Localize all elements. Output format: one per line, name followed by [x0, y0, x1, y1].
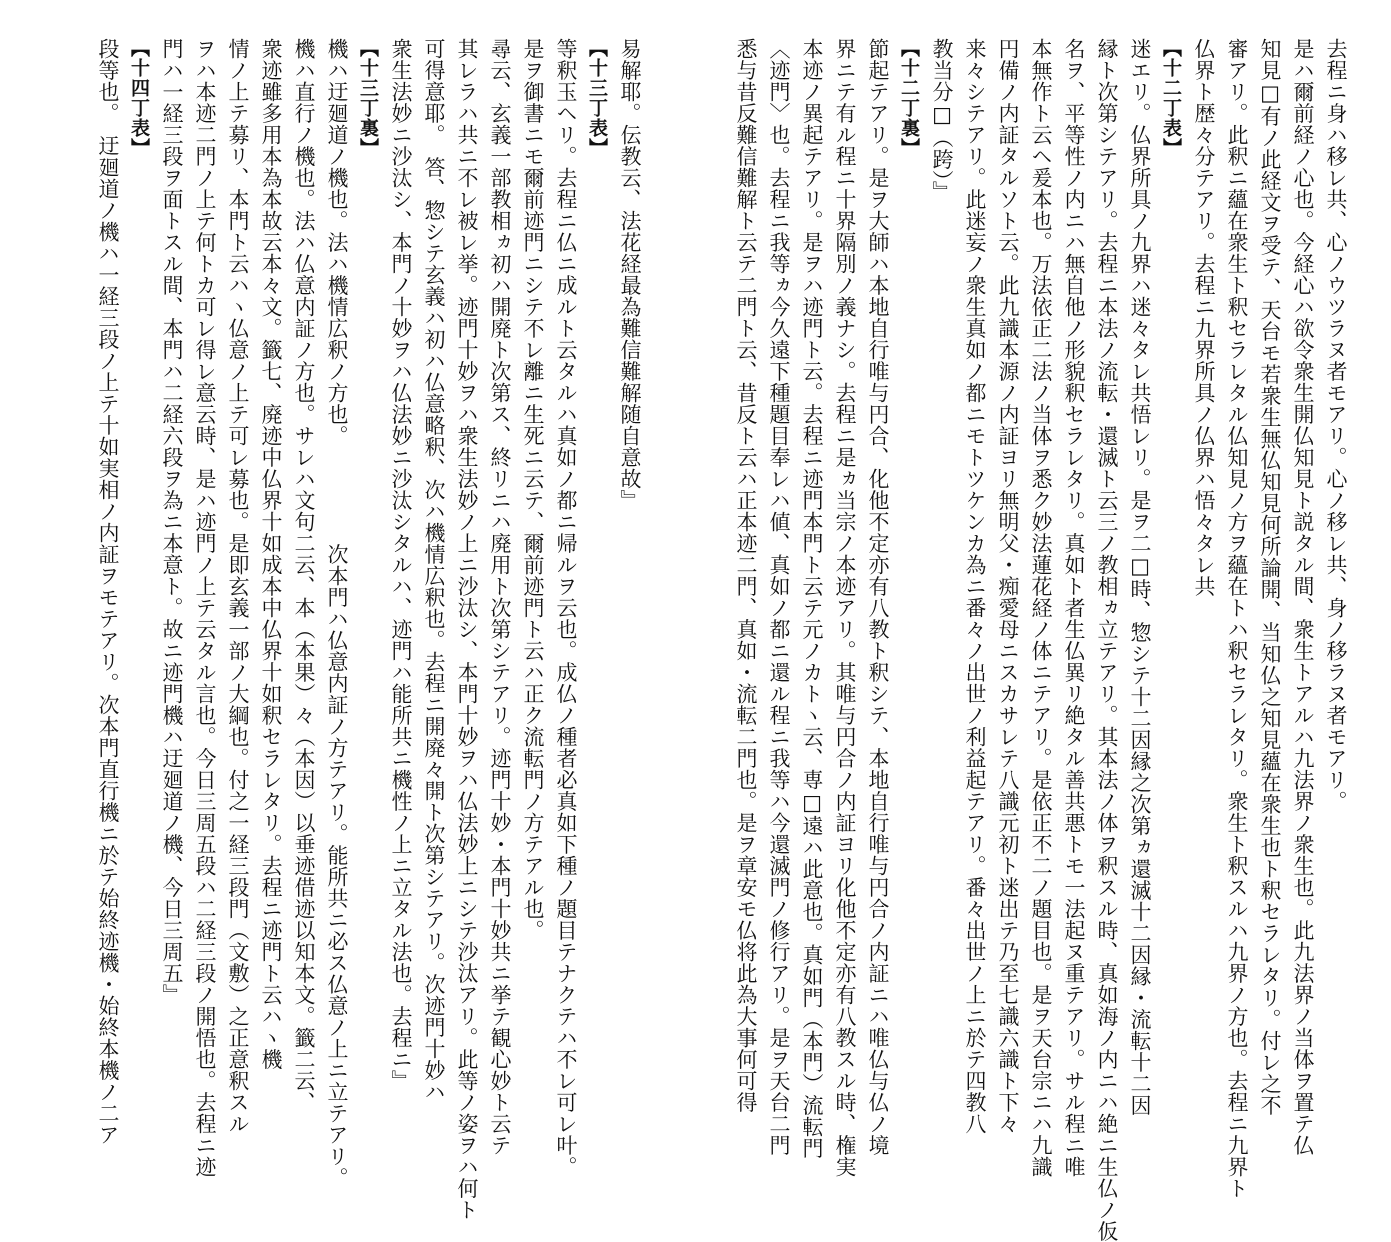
- text-column: 教当分□（跨）』: [930, 38, 954, 203]
- text-column: 〈迹門〉也。去程ニ我等ヵ今久遠下種題目奉レハ値、真如ノ都ニ還ル程ニ我等ハ今還滅門ノ修行アリ。是ヲ天台二門: [767, 38, 791, 1156]
- folio-heading: 【十三丁表】: [586, 38, 608, 158]
- text-column: 迷エリ。仏界所具ノ九界ハ迷々タレ共悟レリ。是ヲ二□時、惣シテ十二因縁之次第ヵ還滅十二因縁・流転十二因: [1128, 38, 1152, 1116]
- text-column: 等釈玉ヘリ。去程ニ仏ニ成ルト云タルハ真如ノ都ニ帰ルヲ云也。成仏ノ種者必真如下種ノ題目テナクテハ不レ可レ叶。: [554, 38, 578, 1178]
- text-column: 機ハ迂廻道ノ機也。法ハ機情広釈ノ方也。 次本門ハ仏意内証ノ方テアリ。能所共ニ必ス仏意ノ上ニ立テアリ。: [325, 38, 349, 1189]
- text-column: 是ヲ御書ニモ爾前迹門ニシテ不レ離ニ生死ニ云テ、爾前迹門ト云ハ正ク流転門ノ方テアル也。: [521, 38, 545, 941]
- text-column: 界ニテ有ル程ニ十界隔別ノ義ナシ。去程ニ是ヵ当宗ノ本迹アリ。其唯与円合ノ内証ヨリ化他不定亦有八教スル時、権実: [833, 38, 857, 1178]
- text-column: 縁ト次第シテアリ。去程ニ本法ノ流転・還滅ト云三ノ教相ヵ立テアリ。其本法ノ体ヲ釈スル時、真如海ノ内ニハ絶ニ生仏ノ仮: [1095, 38, 1119, 1242]
- text-column: 知見□有ノ此経文ヲ受テ、天台モ若衆生無仏知見何所論開、当知仏之知見蘊在衆生也ト釈セラレタリ。付レ之不: [1258, 38, 1282, 1116]
- vertical-text-spread: [31, 38, 1351, 1242]
- text-column: 本迹ノ異起テアリ。是ヲハ迹門ト云。去程ニ迹門本門ト云テ元ノカトヽ云、専□遠ハ此意也。真如門（本門）流転門: [800, 38, 824, 1159]
- text-column: 其レラハ共ニ不レ被レ挙。迹門十妙ヲハ衆生法妙ノ上ニ沙汰シ、本門十妙ヲハ仏法妙上ニシテ沙汰アリ。此等ノ姿ヲハ何ト: [455, 38, 479, 1221]
- text-column: 円備ノ内証タルソト云。此九識本源ノ内証ヨリ無明父・痴愛母ニスカサレテ八識元初ト迷出テ乃至七識六識ト下々: [996, 38, 1020, 1135]
- text-column: 門ハ一経三段ヲ面トスル間、本門ハ二経六段ヲ為ニ本意ト。故ニ迹門機ハ迂廻道ノ機、今日三周五』: [160, 38, 184, 1006]
- text-column: 本無作ト云ヘ爰本也。万法依正二法ノ当体ヲ悉ク妙法蓮花経ノ体ニテアリ。是依正不二ノ題目也。是ヲ天台宗ニハ九識: [1029, 38, 1053, 1178]
- text-column: 是ハ爾前経ノ心也。今経心ハ欲令衆生開仏知見ト説タル間、衆生トアルハ九法界ノ衆生也。此九法界ノ当体ヲ置テ仏: [1291, 38, 1315, 1156]
- text-column: 悉与昔反難信難解ト云テ二門ト云、昔反ト云ハ正本迹二門、真如・流転二門也。是ヲ章安モ仏将此為大事何可得: [734, 38, 758, 1113]
- text-column: 易解耶。伝教云、法花経最為難信難解随自意故』: [618, 38, 642, 511]
- text-column: 名ヲ、平等性ノ内ニハ無自他ノ形貌釈セラレタリ。真如ト者生仏異リ絶タル善共悪トモ一法起ヌ重テアリ。サル程ニ唯: [1062, 38, 1086, 1178]
- text-column: 情ノ上テ募リ、本門ト云ハヽ仏意ノ上テ可レ募也。是即玄義一部ノ大綱也。付之一経三段門（文敷）之正意釈スル: [226, 38, 250, 1135]
- text-column: 節起テアリ。是ヲ大師ハ本地自行唯与円合、化他不定亦有八教ト釈シテ、本地自行唯与円合ノ内証ニハ唯仏与仏ノ境: [866, 38, 890, 1156]
- folio-heading: 【十四丁表】: [128, 38, 150, 158]
- folio-heading: 【十二丁裏】: [898, 38, 920, 158]
- text-column: 去程ニ身ハ移レ共、心ノウツラヌ者モアリ。心ノ移レ共、身ノ移ラヌ者モアリ。: [1324, 38, 1348, 812]
- folio-heading: 【十三丁裏】: [357, 38, 379, 158]
- text-column: 段等也。 迂廻道ノ機ハ一経三段ノ上テ十如実相ノ内証ヲモテアリ。次本門直行機ニ於テ始終迹機・始終本機ノ二ア: [96, 38, 120, 1146]
- text-column: 尋云、玄義一部教相ヵ初ハ開廃ト次第ス、終リニハ廃用ト次第シテアリ。迹門十妙・本門十妙共ニ挙テ観心妙ト云テ: [488, 38, 512, 1156]
- folio-heading: 【十二丁表】: [1160, 38, 1182, 158]
- text-column: 機ハ直行ノ機也。法ハ仏意内証ノ方也。サレハ文句二云、本（本果）々（本因）以垂迹借迹以知本文。籤二云、: [292, 38, 316, 1113]
- text-column: ヲハ本迹二門ノ上テ何トカ可レ得レ意云時、是ハ迹門ノ上テ云タル言也。今日三周五段ハ二経三段ノ開悟也。去程ニ迹: [193, 38, 217, 1178]
- text-column: 可得意耶。 答、惣シテ玄義ハ初ハ仏意略釈、次ハ機情広釈也。去程ニ開廃々開ト次第シテアリ。次迹門十妙ハ: [422, 38, 446, 1103]
- text-column: 衆生法妙ニ沙汰シ、本門ノ十妙ヲハ仏法妙ニ沙汰シタルハ、迹門ハ能所共ニ機性ノ上ニ立タル法也。去程ニ』: [389, 38, 413, 1092]
- text-column: 仏界ト歴々分テアリ。去程ニ九界所具ノ仏界ハ悟々タレ共: [1192, 38, 1216, 597]
- text-column: 来々シテアリ。此迷妄ノ衆生真如ノ都ニモトツケンカ為ニ番々ノ出世ノ利益起テアリ。番々出世ノ上ニ於テ四教八: [963, 38, 987, 1135]
- text-column: 審アリ。此釈ニ蘊在衆生ト釈セラレタル仏知見ノ方ヲ蘊在トハ釈セラレタリ。衆生ト釈スルハ九界ノ方也。去程ニ九界ト: [1225, 38, 1249, 1199]
- text-column: 衆迹雖多用本為本故云本々文。籤七、廃迹中仏界十如成本中仏界十如釈セラレタリ。去程ニ迹門ト云ハヽ機: [259, 38, 283, 1070]
